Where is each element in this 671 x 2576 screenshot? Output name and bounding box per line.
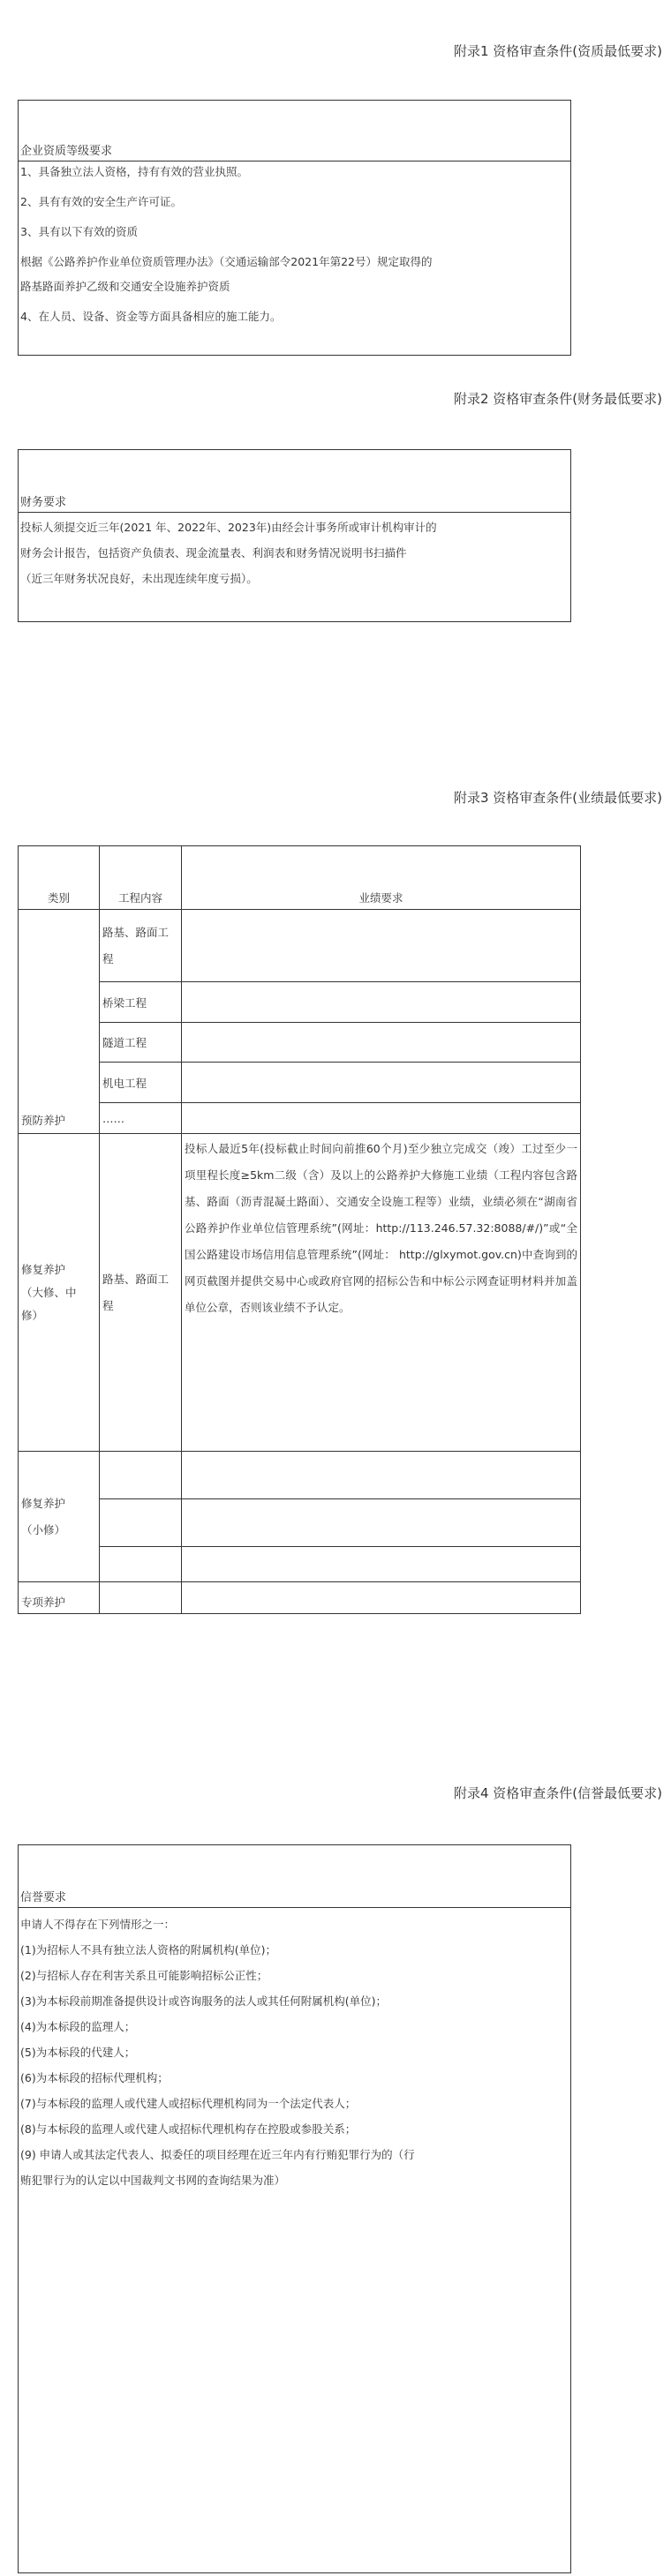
section2-title: 附录2 资格审查条件(财务最低要求) bbox=[453, 391, 662, 407]
category-repair-minor bbox=[19, 1452, 100, 1582]
performance-table bbox=[18, 845, 581, 1614]
requirement-cell bbox=[182, 1452, 581, 1499]
reputation-header: 信誉要求 bbox=[19, 1845, 570, 1908]
reputation-item: (1)为招标人不具有独立法人资格的附属机构(单位)； bbox=[20, 1943, 276, 1956]
reputation-item: (4)为本标段的监理人； bbox=[20, 2020, 136, 2033]
reputation-item: (9) 申请人或其法定代表人、拟委任的项目经理在近三年内有行贿犯罪行为的（行 bbox=[20, 2148, 415, 2161]
reputation-item: (7)与本标段的监理人或代建人或招标代理机构同为一个法定代表人； bbox=[20, 2097, 357, 2110]
qualification-item: 路基路面养护乙级和交通安全设施养护资质 bbox=[20, 280, 230, 293]
category-preventive: 预防养护 bbox=[19, 910, 100, 1134]
category-repair-minor-line: 修复养护 bbox=[21, 1496, 66, 1510]
content-cell bbox=[100, 1452, 182, 1499]
content-cell bbox=[100, 1547, 182, 1582]
header-content: 工程内容 bbox=[100, 846, 182, 910]
requirement-text: 投标人最近5年(投标截止时间向前推60个月)至少独立完成交（竣）工过至少一项里程长度≥5km二级（含）及以上的公路养护大修施工业绩（工程内容包含路基、路面（沥青混凝土路面）、交通安全设施工程等）业绩，业绩必须在“湖南省公路养护作业单位信管理系统”(网址：http://113.246.57.32:8088/#/)”或“全国公路建设市场信用信息管理系统”(网址： http://glxymot.gov.cn)中查询到的网页截图并提供交易中心或政府官网的招标公告和中标公示网查证明材料并加盖单位公章，否则该业绩不予认定。 bbox=[182, 1134, 581, 1452]
finance-line: 财务会计报告，包括资产负债表、现金流量表、利润表和财务情况说明书扫描件 bbox=[20, 546, 407, 560]
reputation-item: 贿犯罪行为的认定以中国裁判文书网的查询结果为准） bbox=[20, 2174, 286, 2187]
qualification-header: 企业资质等级要求 bbox=[19, 101, 570, 161]
content-item: 路基、路面工程 bbox=[100, 910, 182, 982]
requirement-cell bbox=[182, 1103, 581, 1134]
requirement-cell bbox=[182, 1582, 581, 1614]
requirement-cell bbox=[182, 1023, 581, 1063]
header-category: 类别 bbox=[19, 846, 100, 910]
finance-box bbox=[18, 449, 571, 622]
table-row bbox=[19, 910, 581, 982]
qualification-body bbox=[19, 161, 570, 325]
finance-header: 财务要求 bbox=[19, 450, 570, 513]
content-item: 机电工程 bbox=[100, 1063, 182, 1103]
table-row bbox=[19, 1103, 581, 1134]
reputation-item: (2)与招标人存在利害关系且可能影响招标公正性； bbox=[20, 1969, 268, 1982]
finance-line: 投标人须提交近三年(2021 年、2022年、2023年)由经会计事务所或审计机构审计的 bbox=[20, 521, 437, 534]
reputation-body bbox=[19, 1908, 570, 2193]
reputation-item: (6)为本标段的招标代理机构； bbox=[20, 2071, 169, 2084]
content-cell bbox=[100, 1499, 182, 1547]
table-row bbox=[19, 1063, 581, 1103]
qualification-item: 根据《公路养护作业单位资质管理办法》（交通运输部令2021年第22号）规定取得的 bbox=[20, 255, 433, 268]
qualification-item: 2、具有有效的安全生产许可证。 bbox=[20, 195, 182, 208]
reputation-item: (5)为本标段的代建人； bbox=[20, 2046, 136, 2059]
requirement-cell bbox=[182, 1547, 581, 1582]
category-special: 专项养护 bbox=[19, 1582, 100, 1614]
category-repair-major-line: 修复养护 bbox=[21, 1262, 66, 1276]
requirement-cell bbox=[182, 1063, 581, 1103]
table-header-row bbox=[19, 846, 581, 910]
qualification-item: 3、具有以下有效的资质 bbox=[20, 225, 138, 238]
content-repair: 路基、路面工程 bbox=[100, 1134, 182, 1452]
category-repair-major-line: （大修、中 bbox=[21, 1285, 77, 1299]
qualification-box bbox=[18, 100, 571, 356]
table-row bbox=[19, 1582, 581, 1614]
section3-title: 附录3 资格审查条件(业绩最低要求) bbox=[453, 790, 662, 806]
qualification-item: 4、在人员、设备、资金等方面具备相应的施工能力。 bbox=[20, 310, 282, 323]
table-row bbox=[19, 1499, 581, 1547]
section1-title: 附录1 资格审查条件(资质最低要求) bbox=[453, 43, 662, 59]
section4-title: 附录4 资格审查条件(信誉最低要求) bbox=[453, 1785, 662, 1801]
reputation-item: (8)与本标段的监理人或代建人或招标代理机构存在控股或参股关系； bbox=[20, 2122, 357, 2136]
category-repair-major bbox=[19, 1134, 100, 1452]
finance-body bbox=[19, 513, 570, 591]
content-cell bbox=[100, 1582, 182, 1614]
reputation-intro: 申请人不得存在下列情形之一： bbox=[20, 1918, 176, 1931]
finance-line: （近三年财务状况良好，未出现连续年度亏损）。 bbox=[20, 572, 258, 585]
content-item: 桥梁工程 bbox=[100, 982, 182, 1023]
table-row bbox=[19, 1547, 581, 1582]
header-requirement: 业绩要求 bbox=[182, 846, 581, 910]
table-row bbox=[19, 1452, 581, 1499]
requirement-cell bbox=[182, 982, 581, 1023]
table-row bbox=[19, 982, 581, 1023]
table-row bbox=[19, 1023, 581, 1063]
qualification-item: 1、具备独立法人资格，持有有效的营业执照。 bbox=[20, 165, 248, 178]
requirement-cell bbox=[182, 910, 581, 982]
category-repair-minor-line: （小修） bbox=[21, 1522, 66, 1536]
content-item: 隧道工程 bbox=[100, 1023, 182, 1063]
table-row bbox=[19, 1134, 581, 1452]
reputation-box bbox=[18, 1844, 571, 2573]
requirement-cell bbox=[182, 1499, 581, 1547]
category-repair-major-line: 修） bbox=[21, 1308, 44, 1322]
content-item: …… bbox=[100, 1103, 182, 1134]
reputation-item: (3)为本标段前期准备提供设计或咨询服务的法人或其任何附属机构(单位)； bbox=[20, 1994, 387, 2008]
